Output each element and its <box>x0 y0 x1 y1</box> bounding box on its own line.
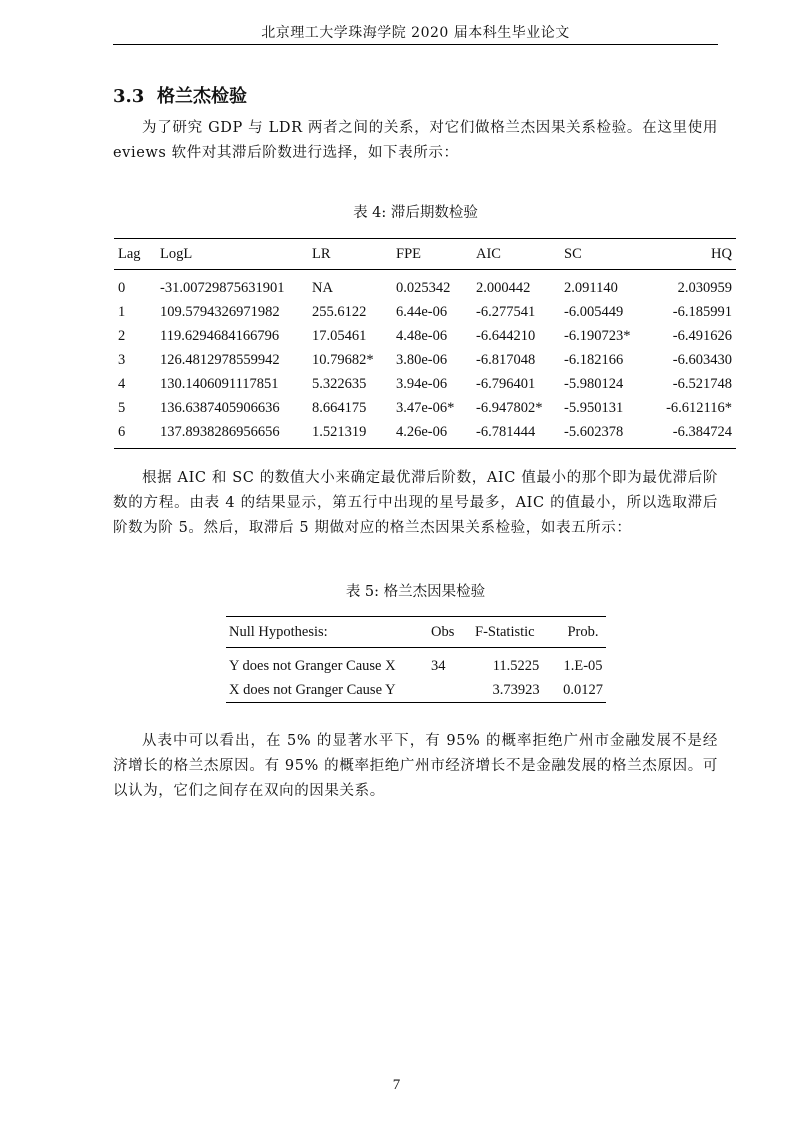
table-row <box>226 678 606 703</box>
table-cell <box>428 678 472 703</box>
table-cell: -5.602378 <box>564 423 624 440</box>
table-cell: 0.0127 <box>563 681 603 698</box>
column-header: Null Hypothesis: <box>229 623 328 640</box>
table-cell: 4.26e-06 <box>396 423 448 440</box>
table-cell: -6.644210 <box>476 327 536 344</box>
table-cell: -5.980124 <box>564 375 624 392</box>
table-cell: -6.817048 <box>476 351 536 368</box>
column-header: AIC <box>476 245 501 262</box>
table-row <box>114 396 736 420</box>
column-header: Lag <box>118 245 141 262</box>
page-header: 北京理工大学珠海学院 2020 届本科生毕业论文 <box>261 25 570 41</box>
table-cell: 2.091140 <box>564 279 618 296</box>
table-cell: 1.521319 <box>312 423 367 440</box>
table-cell: 3.94e-06 <box>396 375 448 392</box>
section-heading <box>113 82 247 108</box>
table-cell: -6.384724 <box>672 423 732 440</box>
table-cell: 1 <box>118 303 126 320</box>
granger-causality-table <box>226 616 606 703</box>
table-row <box>114 324 736 348</box>
table-cell: 2.000442 <box>476 279 531 296</box>
column-header: F-Statistic <box>475 623 535 640</box>
table-cell: -5.950131 <box>564 399 624 416</box>
table-row <box>226 648 606 679</box>
column-header: SC <box>564 245 582 262</box>
table-header-row <box>114 239 736 270</box>
table-cell: 10.79682* <box>312 351 374 368</box>
table-cell: 6.44e-06 <box>396 303 448 320</box>
table-cell: 17.05461 <box>312 327 367 344</box>
table5-caption: 表 5: 格兰杰因果检验 <box>345 584 486 600</box>
table-cell: -6.796401 <box>476 375 536 392</box>
table-cell: -31.00729875631901 <box>160 279 285 296</box>
table-cell: -6.781444 <box>476 423 536 440</box>
table-row <box>114 300 736 324</box>
table-cell: -6.182166 <box>564 351 624 368</box>
lag-selection-table <box>114 238 736 449</box>
table-cell: 5.322635 <box>312 375 367 392</box>
table-row <box>114 348 736 372</box>
table-cell: 11.5225 <box>492 657 540 674</box>
table-header-row <box>226 617 606 648</box>
table-row <box>114 270 736 301</box>
table-cell: 137.8938286956656 <box>160 423 280 440</box>
section-number: 3.3 <box>113 86 145 107</box>
page-number: 7 <box>392 1077 401 1093</box>
paragraph-conclusion: 从表中可以看出，在 5% 的显著水平下，有 95% 的概率拒绝广州市金融发展不是经济增长的格兰杰原因。有 95% 的概率拒绝广州市经济增长不是金融发展的格兰杰原因。可以认为，它们之间存在双向的因果关系。 <box>113 733 718 799</box>
table-cell: NA <box>312 279 333 296</box>
table-cell: 2 <box>118 327 126 344</box>
table-cell: -6.491626 <box>672 327 732 344</box>
column-header: Prob. <box>567 623 599 640</box>
column-header: HQ <box>711 245 732 262</box>
paragraph-lag-analysis: 根据 AIC 和 SC 的数值大小来确定最优滞后阶数，AIC 值最小的那个即为最优滞后阶数的方程。由表 4 的结果显示，第五行中出现的星号最多，AIC 的值最小，所以选取滞后阶数为阶 5。然后，取滞后 5 期做对应的格兰杰因果关系检验，如表五所示： <box>113 470 718 536</box>
table-cell: -6.603430 <box>672 351 732 368</box>
table-cell: X does not Granger Cause Y <box>229 681 396 698</box>
table-cell: 3 <box>118 351 126 368</box>
table-cell: -6.185991 <box>672 303 732 320</box>
table-row <box>114 372 736 396</box>
table-row <box>114 420 736 449</box>
column-header: Obs <box>431 623 455 640</box>
table4-caption: 表 4: 滞后期数检验 <box>353 205 478 221</box>
table-cell: 0.025342 <box>396 279 451 296</box>
column-header: FPE <box>396 245 421 262</box>
table-cell: 136.6387405906636 <box>160 399 280 416</box>
section-title: 格兰杰检验 <box>157 86 247 107</box>
table-cell: 126.4812978559942 <box>160 351 280 368</box>
table-cell: 3.73923 <box>492 681 540 698</box>
table-cell: 1.E-05 <box>563 657 603 674</box>
table-cell: 6 <box>118 423 126 440</box>
column-header: LogL <box>160 245 193 262</box>
table-cell: 2.030959 <box>677 279 732 296</box>
table-cell: 8.664175 <box>312 399 367 416</box>
header-rule <box>113 44 718 45</box>
table-cell: 3.47e-06* <box>396 399 455 416</box>
table-cell: -6.521748 <box>672 375 732 392</box>
table-cell: 34 <box>431 657 446 674</box>
table-cell: 109.5794326971982 <box>160 303 280 320</box>
table-cell: -6.190723* <box>564 327 631 344</box>
table-cell: 4 <box>118 375 126 392</box>
paragraph-intro: 为了研究 GDP 与 LDR 两者之间的关系，对它们做格兰杰因果关系检验。在这里使用 eviews 软件对其滞后阶数进行选择，如下表所示： <box>113 120 718 161</box>
table-cell: 0 <box>118 279 126 296</box>
table-cell: 3.80e-06 <box>396 351 448 368</box>
table-cell: 119.6294684166796 <box>160 327 280 344</box>
table-cell: -6.947802* <box>476 399 543 416</box>
table-cell: -6.612116* <box>666 399 732 416</box>
table-cell: 4.48e-06 <box>396 327 448 344</box>
table-cell: -6.277541 <box>476 303 536 320</box>
table-cell: 5 <box>118 399 126 416</box>
table-cell: 130.1406091117851 <box>160 375 279 392</box>
table-cell: 255.6122 <box>312 303 367 320</box>
table-cell: -6.005449 <box>564 303 624 320</box>
column-header: LR <box>312 245 331 262</box>
table-cell: Y does not Granger Cause X <box>229 657 396 674</box>
